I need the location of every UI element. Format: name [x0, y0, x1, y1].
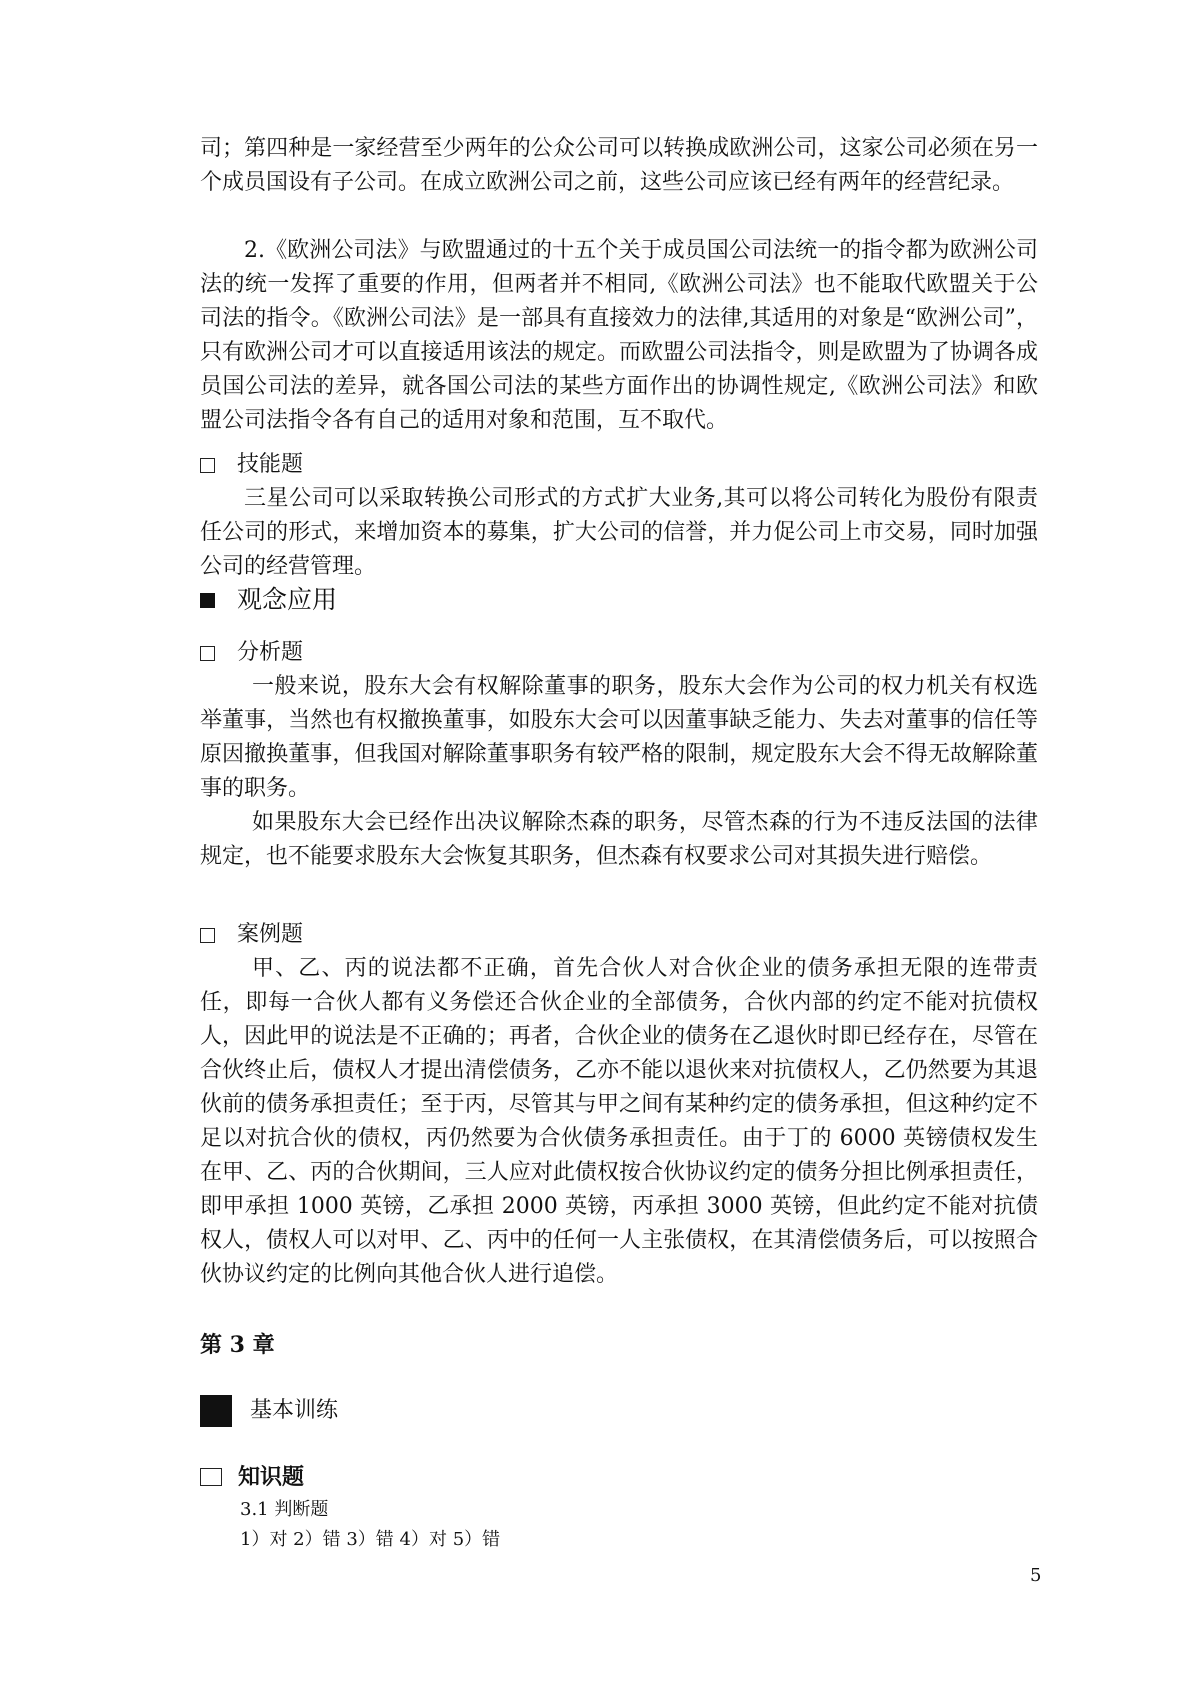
checkbox-empty-icon [200, 928, 215, 943]
chapter-title: 第 3 章 [200, 1332, 275, 1358]
paragraph-continued: 司；第四种是一家经营至少两年的公众公司可以转换成欧洲公司，这家公司必须在另一个成员国设有子公司。在成立欧洲公司之前，这些公司应该已经有两年的经营纪录。 [200, 136, 1038, 195]
paragraph-2: 2.《欧洲公司法》与欧盟通过的十五个关于成员国公司法统一的指令都为欧洲公司法的统一发挥了重要的作用，但两者并不相同,《欧洲公司法》也不能取代欧盟关于公司法的指令。《欧洲公司法》是一部具有直接效力的法律,其适用的对象是“欧洲公司”，只有欧洲公司才可以直接适用该法的规定。而欧盟公司法指令，则是欧盟为了协调各成员国公司法的差异，就各国公司法的某些方面作出的协调性规定,《欧洲公司法》和欧盟公司法指令各有自己的适用对象和范围，互不取代。 [200, 238, 1038, 433]
paragraph-analysis-1: 一般来说，股东大会有权解除董事的职务，股东大会作为公司的权力机关有权选举董事，当然也有权撤换董事，如股东大会可以因董事缺乏能力、失去对董事的信任等原因撤换董事，但我国对解除董事职务有较严格的限制，规定股东大会不得无故解除董事的职务。 [200, 674, 1038, 801]
heading-basic: 基本训练 [250, 1398, 339, 1423]
heading-concept [200, 583, 337, 617]
square-filled-large-icon [200, 1395, 232, 1427]
heading-case [200, 918, 303, 952]
paragraph-analysis-2: 如果股东大会已经作出决议解除杰森的职务，尽管杰森的行为不违反法国的法律规定，也不能要求股东大会恢复其职务，但杰森有权要求公司对其损失进行赔偿。 [200, 810, 1038, 869]
checkbox-empty-icon [200, 458, 215, 473]
heading-skill-label: 技能题 [237, 452, 304, 477]
sub-heading-judge: 3.1 判断题 [240, 1499, 329, 1520]
heading-concept-label: 观念应用 [237, 585, 338, 614]
heading-analysis-label: 分析题 [237, 640, 304, 665]
square-filled-icon [200, 593, 215, 608]
answers-line: 1）对 2）错 3）错 4）对 5）错 [240, 1529, 501, 1550]
page-number: 5 [1030, 1565, 1042, 1586]
heading-skill [200, 448, 303, 482]
paragraph-case: 甲、乙、丙的说法都不正确，首先合伙人对合伙企业的债务承担无限的连带责任，即每一合伙人都有义务偿还合伙企业的全部债务，合伙内部的约定不能对抗债权人，因此甲的说法是不正确的；再者，合伙企业的债务在乙退伙时即已经存在，尽管在合伙终止后，债权人才提出清偿债务，乙亦不能以退伙来对抗债权人，乙仍然要为其退伙前的债务承担责任；至于丙，尽管其与甲之间有某种约定的债务承担，但这种约定不足以对抗合伙的债权，丙仍然要为合伙债务承担责任。由于丁的 6000 英镑债权发生在甲、乙、丙的合伙期间，三人应对此债权按合伙协议约定的债务分担比例承担责任，即甲承担 1000 英镑，乙承担 2000 英镑，丙承担 3000 英镑，但此约定不能对抗债权人，债权人可以对甲、乙、丙中的任何一人主张债权，在其清偿债务后，可以按照合伙协议约定的比例向其他合伙人进行追偿。 [200, 956, 1038, 1287]
heading-knowledge-label: 知识题 [238, 1464, 305, 1490]
checkbox-empty-icon [200, 1468, 222, 1486]
heading-case-label: 案例题 [237, 922, 304, 947]
heading-analysis [200, 636, 303, 670]
paragraph-skill: 三星公司可以采取转换公司形式的方式扩大业务,其可以将公司转化为股份有限责任公司的形式，来增加资本的募集，扩大公司的信誉，并力促公司上市交易，同时加强公司的经营管理。 [200, 486, 1038, 579]
heading-knowledge [200, 1460, 304, 1494]
checkbox-empty-icon [200, 646, 215, 661]
